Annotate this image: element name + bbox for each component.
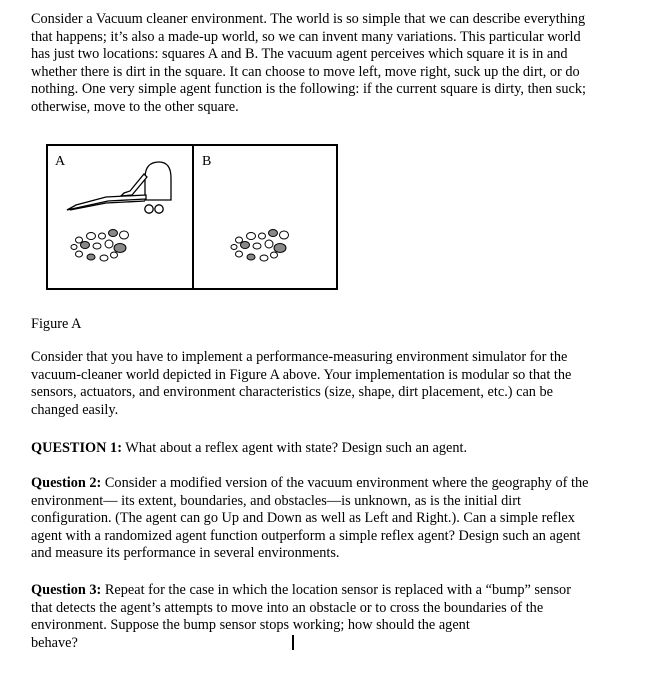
figure-caption: Figure A — [31, 316, 82, 332]
text-line: otherwise, move to the other square. — [31, 98, 239, 115]
question-2-label: Question 2: — [31, 475, 102, 491]
square-b-label: B — [202, 154, 212, 169]
question-3 — [31, 582, 631, 652]
intro-paragraph — [31, 11, 631, 117]
text-line: configuration. (The agent can go Up and Down as well as Left and Right.). Can a simple reflex — [31, 510, 575, 527]
text-line: environment. Suppose the bump sensor stops working; how should the agent — [31, 617, 470, 634]
text-line: agent with a randomized agent function outperform a simple reflex agent? Design such an agent — [31, 527, 581, 544]
square-a-label: A — [55, 154, 66, 169]
square-a — [47, 145, 193, 289]
question-3-label: Question 3: — [31, 582, 102, 598]
question-1 — [31, 440, 631, 458]
text-line: Consider that you have to implement a performance-measuring environment simulator for the — [31, 349, 568, 365]
text-line: changed easily. — [31, 401, 119, 418]
text-line: that happens; it’s also a made-up world, so we can invent many variations. This particular world — [31, 28, 581, 45]
text-line: Consider a Vacuum cleaner environment. The world is so simple that we can describe everything — [31, 11, 586, 27]
text-line: has just two locations: squares A and B. The vacuum agent perceives which square it is in and — [31, 46, 568, 63]
question-1-label: QUESTION 1: — [31, 440, 122, 456]
text-cursor[interactable] — [292, 635, 294, 650]
question-2 — [31, 475, 631, 563]
square-b — [193, 145, 337, 289]
text-line: environment— its extent, boundaries, and obstacles—is unknown, as is the initial dirt — [31, 492, 521, 509]
text-line: nothing. One very simple agent function is the following: if the current square is dirty, then suck; — [31, 81, 586, 98]
text-line: behave? — [31, 634, 78, 651]
question-1-text: What about a reflex agent with state? Design such an agent. — [121, 440, 468, 456]
text-line: Repeat for the case in which the location sensor is replaced with a “bump” sensor — [101, 582, 571, 598]
text-line: and measure its performance in several environments. — [31, 545, 340, 562]
text-line: sensors, actuators, and environment characteristics (size, shape, dirt placement, etc.) can be — [31, 384, 554, 401]
text-line: Consider a modified version of the vacuum environment where the geography of the — [101, 475, 589, 491]
simulator-paragraph — [31, 349, 631, 419]
vacuum-world-figure — [46, 144, 338, 290]
text-line: that detects the agent’s attempts to move into an obstacle or to cross the boundaries of the — [31, 599, 544, 616]
text-line: vacuum-cleaner world depicted in Figure A above. Your implementation is modular so that the — [31, 366, 572, 383]
text-line: whether there is dirt in the square. It can choose to move left, move right, suck up the dirt, or do — [31, 63, 580, 80]
